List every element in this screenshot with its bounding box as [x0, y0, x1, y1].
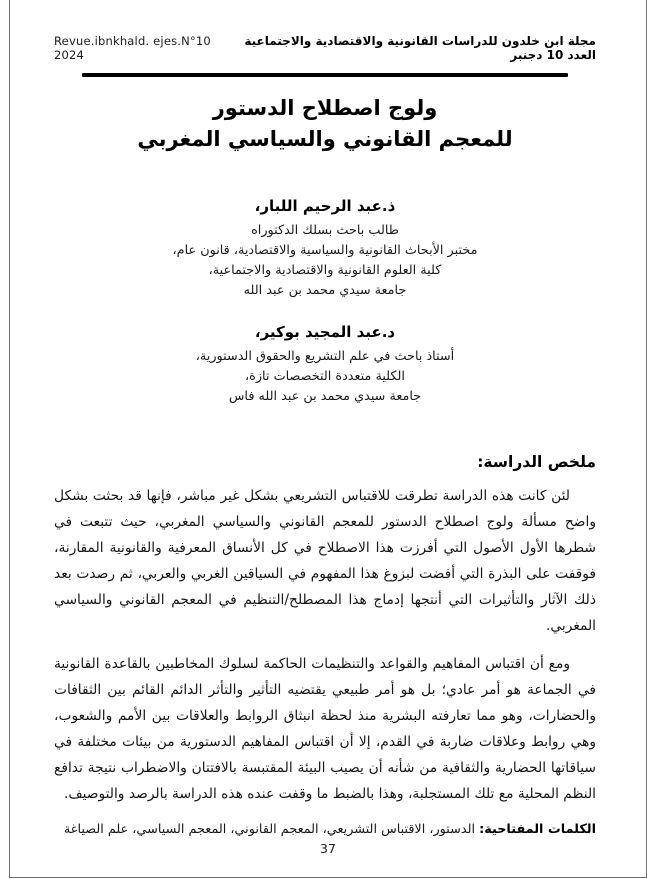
abstract-paragraph-2: ومع أن اقتباس المفاهيم والقواعد والتنظيمات الحاكمة لسلوك المخاطبين بالقاعدة القانونية في الجماعة هو أمر عادي؛ بل هو أمر طبيعي يقتضيه التأثير والتأثر الدائم القائم بين الثقافات والحضارات، وهو مما تعارفته البشرية منذ لحظة انبثاق الروابط والعلاقات بين الأمم والشعوب، وهي روابط وعلاقات ضاربة في القدم، إلا أن اقتباس المفاهيم الدستورية من بيئات مختلفة في سياقاتها الحضارية والثقافية من شأنه أن يصيب البيئة المقتبسة بالافتتان والاضطراب نتيجة تدافع النظم المحلية مع تلك المستجلبة، وهذا بالضبط ما وقفت عنده هذه الدراسة بالرصد والتوصيف.	[54, 656, 596, 802]
author-name: ذ.عبد الرحيم اللبار،	[254, 197, 396, 215]
author-affiliation-line: جامعة سيدي محمد بن عبد الله	[243, 283, 407, 298]
article-title-line2: للمعجم القانوني والسياسي المغربي	[137, 127, 513, 151]
author-name: د.عبد المجيد بوكير،	[254, 323, 396, 341]
author-block-2	[54, 321, 596, 407]
abstract-heading: ملخص الدراسة:	[477, 453, 596, 471]
keywords-label: الكلمات المفتاحية:	[479, 822, 596, 837]
author-affiliation-line: كلية العلوم القانونية والاقتصادية والاجتماعية،	[208, 263, 442, 278]
keywords-line	[54, 819, 596, 841]
author-affiliation-line: طالب باحث بسلك الدكتوراه	[251, 223, 399, 238]
journal-title-arabic: مجلة ابن خلدون للدراسات القانونية والاقتصادية والاجتماعية العدد 10 دجنبر	[244, 34, 596, 62]
article-title-line1: ولوج اصطلاح الدستور	[212, 96, 438, 120]
author-affiliation-line: جامعة سيدي محمد بن عبد الله فاس	[228, 389, 422, 404]
article-title	[54, 93, 596, 155]
page-content	[54, 0, 596, 877]
journal-header	[54, 34, 596, 62]
document-page	[9, 0, 647, 878]
author-affiliation-line: الكلية متعددة التخصصات تازة،	[245, 369, 405, 384]
keywords-text: الدستور، الاقتباس التشريعي، المعجم القانوني، المعجم السياسي، علم الصياغة	[63, 822, 480, 837]
journal-title-latin: Revue.ibnkhald. ejes.N°10 2024	[54, 34, 211, 62]
abstract-paragraph-1: لئن كانت هذه الدراسة تطرقت للاقتباس التشريعي بشكل غير مباشر، فإنها قد بحثت بشكل واضح مسألة ولوج اصطلاح الدستور للمعجم القانوني والسياسي المغربي، حيث تتبعت في شطرها الأول الأصول التي أفرزت هذا الاصطلاح في كل الأنساق المعرفية والقانونية المقارنة، فوقفت على البذرة التي أفضت لبزوغ هذا المفهوم في السياقين الغربي والعربي، ثم رصدت بعد ذلك الآثار والتأثيرات التي أنتجها إدماج هذا المصطلح/التنظيم في المعجم القانوني والسياسي المغربي.	[54, 488, 596, 634]
header-divider-rule	[82, 73, 568, 77]
author-affiliation-line: مختبر الأبحاث القانونية والسياسية والاقتصادية، قانون عام،	[172, 243, 478, 258]
author-affiliation-line: أستاذ باحث في علم التشريع والحقوق الدستورية،	[195, 349, 455, 364]
page-number: 37	[320, 841, 336, 856]
author-block-1	[54, 195, 596, 301]
